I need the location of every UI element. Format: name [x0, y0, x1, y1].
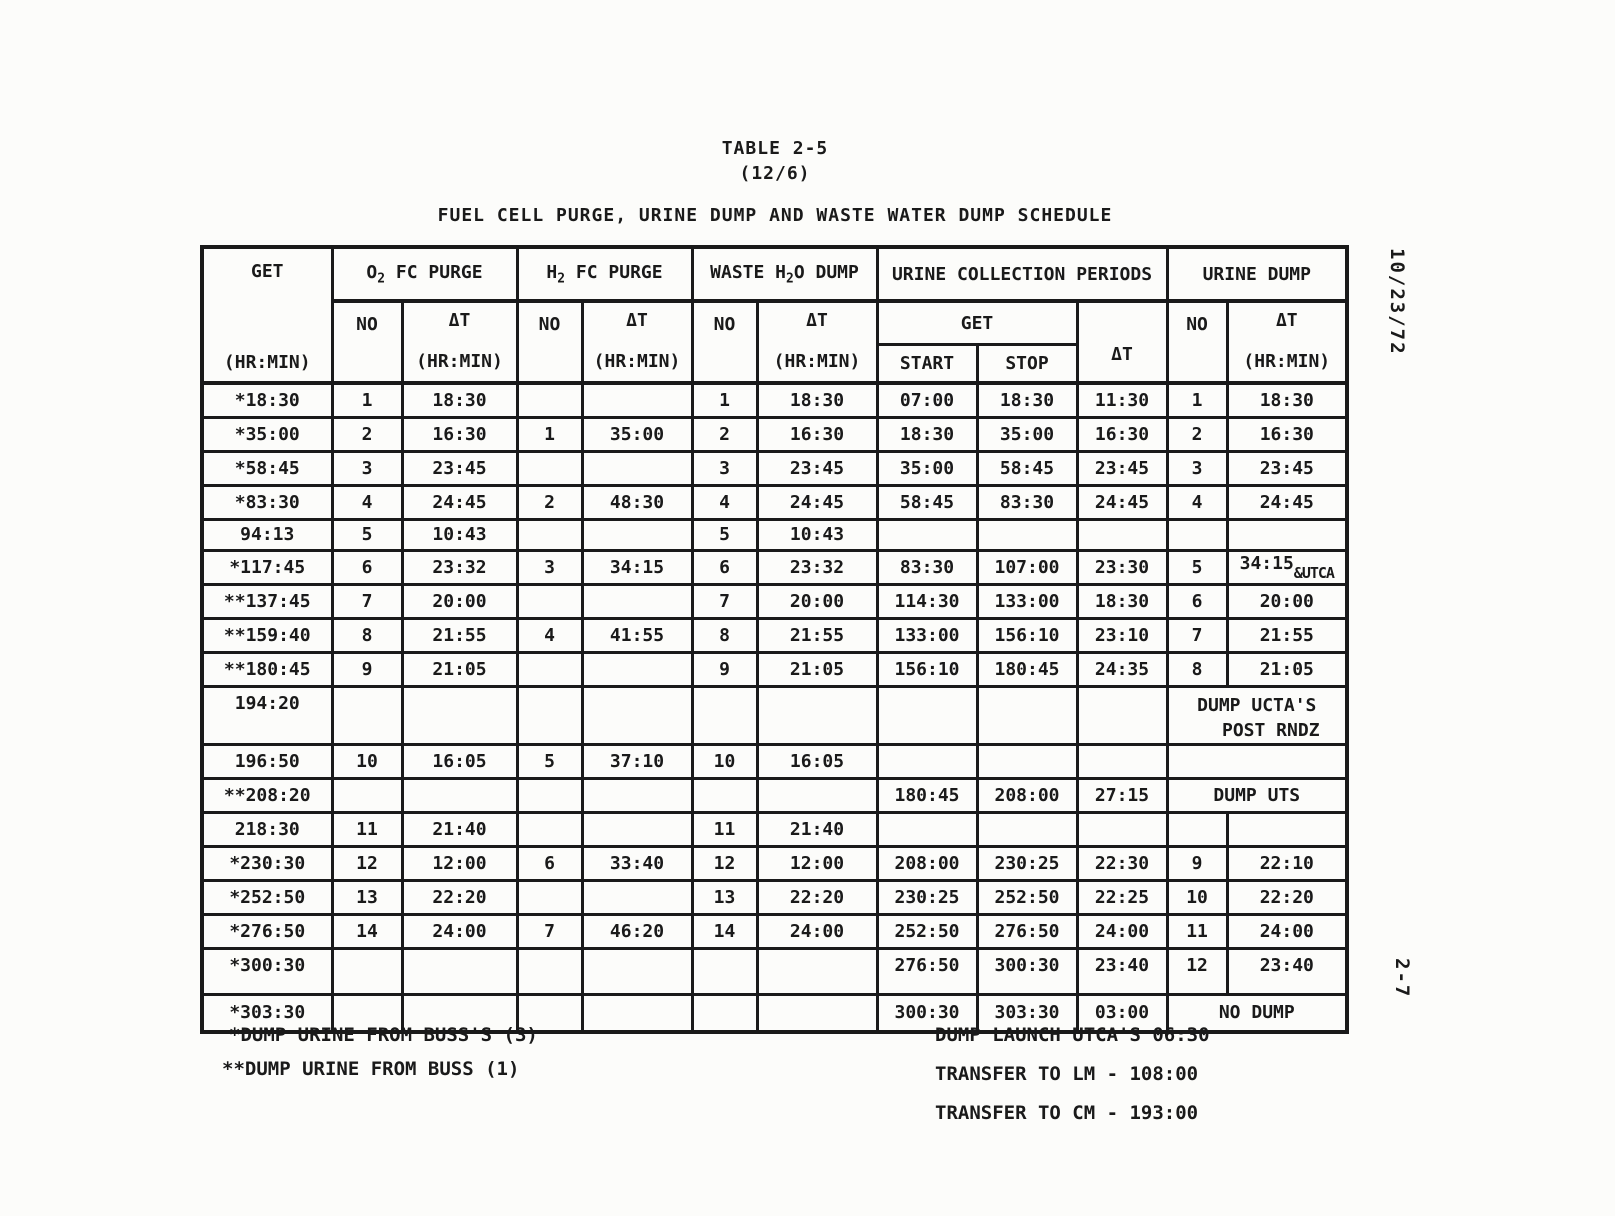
cell-wdt: 16:05 — [757, 744, 877, 778]
cell-get: 194:20 — [202, 686, 332, 744]
cell-h2dt: 48:30 — [582, 485, 692, 519]
cell-wdt: 23:32 — [757, 550, 877, 584]
cell-uddt: 21:05 — [1227, 652, 1347, 686]
cell-wdt — [757, 686, 877, 744]
sub-header-uc-get: GET — [877, 301, 1077, 345]
cell-wdt: 22:20 — [757, 880, 877, 914]
cell-h2no — [517, 519, 582, 550]
cell-o2no — [332, 686, 402, 744]
cell-h2dt: 46:20 — [582, 914, 692, 948]
cell-wno: 7 — [692, 584, 757, 618]
footnotes-left — [222, 1018, 538, 1086]
cell-wno: 1 — [692, 383, 757, 417]
cell-uddt: 18:30 — [1227, 383, 1347, 417]
cell-ucstop — [977, 744, 1077, 778]
sub-header-ud-dt: ΔT (HR:MIN) — [1227, 301, 1347, 383]
cell-h2dt — [582, 948, 692, 994]
table-row — [202, 948, 1347, 994]
table-row — [202, 519, 1347, 550]
table-row — [202, 618, 1347, 652]
cell-udno: 5 — [1167, 550, 1227, 584]
cell-udno: 11 — [1167, 914, 1227, 948]
cell-wdt: 10:43 — [757, 519, 877, 550]
cell-wno: 12 — [692, 846, 757, 880]
sub-header-o2-dt: ΔT (HR:MIN) — [402, 301, 517, 383]
cell-h2no: 3 — [517, 550, 582, 584]
cell-ucstop: 58:45 — [977, 451, 1077, 485]
cell-ucdt — [1077, 812, 1167, 846]
cell-ucstart — [877, 519, 977, 550]
cell-wno — [692, 686, 757, 744]
cell-o2dt: 24:45 — [402, 485, 517, 519]
cell-ucdt — [1077, 686, 1167, 744]
cell-wno: 3 — [692, 451, 757, 485]
cell-ucstart: 252:50 — [877, 914, 977, 948]
cell-wno: 4 — [692, 485, 757, 519]
cell-udno — [1167, 519, 1227, 550]
cell-h2dt — [582, 383, 692, 417]
get-unit-label: (HR:MIN) — [223, 352, 311, 373]
schedule-table — [200, 245, 1349, 1034]
cell-o2no: 4 — [332, 485, 402, 519]
cell-get: **180:45 — [202, 652, 332, 686]
cell-h2dt: 37:10 — [582, 744, 692, 778]
table-row — [202, 485, 1347, 519]
cell-ucstop: 107:00 — [977, 550, 1077, 584]
cell-get: *230:30 — [202, 846, 332, 880]
cell-o2no: 11 — [332, 812, 402, 846]
cell-ucstop: 156:10 — [977, 618, 1077, 652]
cell-h2dt: 34:15 — [582, 550, 692, 584]
cell-o2no: 14 — [332, 914, 402, 948]
cell-ucdt: 11:30 — [1077, 383, 1167, 417]
cell-ucstop: 303:30 — [977, 994, 1077, 1032]
sub-header-waste-no: NO — [692, 301, 757, 383]
cell-ucdt: 24:45 — [1077, 485, 1167, 519]
cell-wdt: 21:40 — [757, 812, 877, 846]
table-row — [202, 686, 1347, 744]
cell-udno: 12 — [1167, 948, 1227, 994]
cell-get: *252:50 — [202, 880, 332, 914]
cell-wdt — [757, 778, 877, 812]
cell-udno: 7 — [1167, 618, 1227, 652]
margin-date: 10/23/72 — [1386, 248, 1408, 356]
sub-header-h2-no: NO — [517, 301, 582, 383]
sub-header-waste-dt: ΔT (HR:MIN) — [757, 301, 877, 383]
cell-wdt: 18:30 — [757, 383, 877, 417]
cell-ucstart: 07:00 — [877, 383, 977, 417]
cell-ucstart: 35:00 — [877, 451, 977, 485]
sub-header-h2-dt: ΔT (HR:MIN) — [582, 301, 692, 383]
urine-dump-note-line: NO DUMP — [1218, 1002, 1295, 1024]
cell-h2no — [517, 948, 582, 994]
cell-wno: 9 — [692, 652, 757, 686]
cell-o2dt: 23:45 — [402, 451, 517, 485]
cell-ucstart: 114:30 — [877, 584, 977, 618]
cell-h2no: 1 — [517, 417, 582, 451]
cell-urine-dump-note — [1167, 744, 1347, 778]
cell-o2dt: 10:43 — [402, 519, 517, 550]
cell-ucstart: 180:45 — [877, 778, 977, 812]
cell-ucstart — [877, 744, 977, 778]
cell-h2dt — [582, 652, 692, 686]
table-row — [202, 914, 1347, 948]
cell-o2dt: 20:00 — [402, 584, 517, 618]
cell-get: *35:00 — [202, 417, 332, 451]
sub-header-uc-start: START — [877, 345, 977, 384]
cell-get: *58:45 — [202, 451, 332, 485]
cell-udno: 3 — [1167, 451, 1227, 485]
cell-ucdt: 24:00 — [1077, 914, 1167, 948]
cell-o2dt: 21:55 — [402, 618, 517, 652]
group-header-row — [202, 247, 1347, 301]
cell-h2no — [517, 812, 582, 846]
table-number: TABLE 2-5 — [721, 138, 829, 159]
cell-wno: 10 — [692, 744, 757, 778]
cell-o2no: 6 — [332, 550, 402, 584]
cell-ucstart: 276:50 — [877, 948, 977, 994]
cell-ucdt: 18:30 — [1077, 584, 1167, 618]
cell-wno — [692, 994, 757, 1032]
cell-o2no — [332, 948, 402, 994]
cell-get: *303:30 — [202, 994, 332, 1032]
cell-uddt: $34:15_{\&UTCA}$ — [1227, 550, 1347, 584]
cell-ucstop: 133:00 — [977, 584, 1077, 618]
cell-ucstart: 300:30 — [877, 994, 977, 1032]
table-row — [202, 550, 1347, 584]
cell-uddt: 20:00 — [1227, 584, 1347, 618]
cell-h2no — [517, 383, 582, 417]
cell-h2dt — [582, 994, 692, 1032]
cell-wno: 8 — [692, 618, 757, 652]
cell-udno: 1 — [1167, 383, 1227, 417]
sub-header-row-1 — [202, 301, 1347, 345]
cell-wdt — [757, 948, 877, 994]
cell-h2no — [517, 686, 582, 744]
col-header-get — [202, 247, 332, 383]
cell-ucdt — [1077, 519, 1167, 550]
cell-wno — [692, 948, 757, 994]
cell-uddt: 24:45 — [1227, 485, 1347, 519]
cell-ucstop: 276:50 — [977, 914, 1077, 948]
cell-wno: 6 — [692, 550, 757, 584]
table-row — [202, 880, 1347, 914]
table-row — [202, 846, 1347, 880]
cell-ucstop: 230:25 — [977, 846, 1077, 880]
cell-udno: 2 — [1167, 417, 1227, 451]
cell-wno: 5 — [692, 519, 757, 550]
cell-h2no — [517, 584, 582, 618]
cell-udno: 4 — [1167, 485, 1227, 519]
cell-o2dt: 24:00 — [402, 914, 517, 948]
cell-uddt: 16:30 — [1227, 417, 1347, 451]
cell-ucstart: 83:30 — [877, 550, 977, 584]
cell-o2no: 10 — [332, 744, 402, 778]
cell-ucdt: 24:35 — [1077, 652, 1167, 686]
cell-ucstart: 18:30 — [877, 417, 977, 451]
cell-h2no: 5 — [517, 744, 582, 778]
cell-ucstop: 252:50 — [977, 880, 1077, 914]
cell-ucstart: 58:45 — [877, 485, 977, 519]
cell-wdt — [757, 994, 877, 1032]
cell-h2no: 2 — [517, 485, 582, 519]
cell-h2dt — [582, 778, 692, 812]
cell-uddt: 22:10 — [1227, 846, 1347, 880]
cell-o2no: 9 — [332, 652, 402, 686]
cell-get: **159:40 — [202, 618, 332, 652]
sub-header-uc-dt: ΔT — [1077, 301, 1167, 383]
cell-wno: 13 — [692, 880, 757, 914]
cell-get: **208:20 — [202, 778, 332, 812]
cell-o2dt: 22:20 — [402, 880, 517, 914]
cell-o2dt: 12:00 — [402, 846, 517, 880]
cell-h2no — [517, 880, 582, 914]
col-header-waste-h2o-dump: WASTE $H_2O$ DUMP — [692, 247, 877, 301]
cell-wdt: 20:00 — [757, 584, 877, 618]
cell-get: *300:30 — [202, 948, 332, 994]
cell-udno — [1167, 812, 1227, 846]
cell-udno: 8 — [1167, 652, 1227, 686]
sub-header-o2-no: NO — [332, 301, 402, 383]
uddt-suffix: &UTCA — [1293, 563, 1334, 582]
cell-ucstart — [877, 812, 977, 846]
margin-page-number: 2-7 — [1391, 958, 1413, 999]
cell-udno: 10 — [1167, 880, 1227, 914]
cell-o2dt: 21:40 — [402, 812, 517, 846]
cell-get: **137:45 — [202, 584, 332, 618]
cell-uddt: 24:00 — [1227, 914, 1347, 948]
cell-get: *83:30 — [202, 485, 332, 519]
cell-h2no — [517, 778, 582, 812]
cell-get: 218:30 — [202, 812, 332, 846]
table-row — [202, 383, 1347, 417]
cell-ucdt: 22:25 — [1077, 880, 1167, 914]
table-row — [202, 584, 1347, 618]
table-row — [202, 744, 1347, 778]
cell-o2dt — [402, 948, 517, 994]
cell-uddt — [1227, 812, 1347, 846]
cell-h2no: 7 — [517, 914, 582, 948]
cell-urine-dump-note — [1167, 778, 1347, 812]
table-row — [202, 778, 1347, 812]
title-block — [200, 136, 1350, 226]
cell-get: 196:50 — [202, 744, 332, 778]
cell-h2dt: 41:55 — [582, 618, 692, 652]
cell-h2no: 4 — [517, 618, 582, 652]
note-dump-launch-utcas: DUMP LAUNCH UTCA'S 06:30 — [935, 1024, 1210, 1046]
cell-ucdt: 23:30 — [1077, 550, 1167, 584]
table-row — [202, 417, 1347, 451]
cell-uddt — [1227, 519, 1347, 550]
cell-o2dt: 18:30 — [402, 383, 517, 417]
cell-wdt: 24:45 — [757, 485, 877, 519]
urine-dump-note-line: DUMP UTS — [1213, 784, 1301, 806]
cell-ucstop: 208:00 — [977, 778, 1077, 812]
cell-ucstart: 230:25 — [877, 880, 977, 914]
cell-ucstop: 180:45 — [977, 652, 1077, 686]
cell-ucstart: 208:00 — [877, 846, 977, 880]
cell-ucstop — [977, 519, 1077, 550]
footer-notes-right — [935, 1016, 1210, 1133]
footnote-single-asterisk: *DUMP URINE FROM BUSS'S (3) — [229, 1024, 538, 1046]
cell-h2no — [517, 451, 582, 485]
cell-h2no: 6 — [517, 846, 582, 880]
cell-wno: 11 — [692, 812, 757, 846]
cell-uddt: 22:20 — [1227, 880, 1347, 914]
table-row — [202, 812, 1347, 846]
cell-ucdt: 16:30 — [1077, 417, 1167, 451]
cell-ucdt: 03:00 — [1077, 994, 1167, 1032]
cell-ucstop: 18:30 — [977, 383, 1077, 417]
cell-wno: 2 — [692, 417, 757, 451]
cell-ucstart: 133:00 — [877, 618, 977, 652]
cell-uddt: 23:40 — [1227, 948, 1347, 994]
cell-ucstop: 300:30 — [977, 948, 1077, 994]
cell-o2no: 13 — [332, 880, 402, 914]
cell-ucdt: 23:40 — [1077, 948, 1167, 994]
cell-ucstop: 83:30 — [977, 485, 1077, 519]
cell-o2no: 8 — [332, 618, 402, 652]
cell-urine-dump-note — [1167, 686, 1347, 744]
cell-o2no: 7 — [332, 584, 402, 618]
get-label: GET — [250, 261, 284, 282]
cell-ucstop: 35:00 — [977, 417, 1077, 451]
cell-o2dt — [402, 686, 517, 744]
cell-h2dt — [582, 451, 692, 485]
cell-ucdt: 23:10 — [1077, 618, 1167, 652]
cell-o2dt: 16:30 — [402, 417, 517, 451]
col-header-o2-fc-purge: $O_2$ FC PURGE — [332, 247, 517, 301]
table-row — [202, 652, 1347, 686]
page-title: FUEL CELL PURGE, URINE DUMP AND WASTE WATER DUMP SCHEDULE — [437, 205, 1113, 226]
cell-ucdt: 22:30 — [1077, 846, 1167, 880]
cell-wdt: 12:00 — [757, 846, 877, 880]
cell-wdt: 24:00 — [757, 914, 877, 948]
cell-get: *18:30 — [202, 383, 332, 417]
cell-ucstop — [977, 686, 1077, 744]
cell-h2no — [517, 652, 582, 686]
cell-get: *276:50 — [202, 914, 332, 948]
cell-ucdt — [1077, 744, 1167, 778]
cell-h2dt — [582, 686, 692, 744]
cell-ucdt: 23:45 — [1077, 451, 1167, 485]
cell-wdt: 21:55 — [757, 618, 877, 652]
cell-ucdt: 27:15 — [1077, 778, 1167, 812]
cell-o2dt: 23:32 — [402, 550, 517, 584]
cell-h2dt — [582, 584, 692, 618]
cell-uddt: 21:55 — [1227, 618, 1347, 652]
sub-header-ud-no: NO — [1167, 301, 1227, 383]
col-header-urine-dump: URINE DUMP — [1167, 247, 1347, 301]
urine-dump-note-line: DUMP UCTA'S — [1197, 694, 1317, 716]
cell-h2dt — [582, 812, 692, 846]
footnote-double-asterisk: **DUMP URINE FROM BUSS (1) — [222, 1058, 520, 1080]
cell-h2dt — [582, 519, 692, 550]
cell-ucstart: 156:10 — [877, 652, 977, 686]
cell-o2no: 5 — [332, 519, 402, 550]
cell-ucstart — [877, 686, 977, 744]
cell-o2no: 3 — [332, 451, 402, 485]
sub-header-uc-stop: STOP — [977, 345, 1077, 384]
cell-o2no: 2 — [332, 417, 402, 451]
cell-get: 94:13 — [202, 519, 332, 550]
urine-dump-note-line: POST RNDZ — [1222, 719, 1320, 741]
cell-h2dt: 33:40 — [582, 846, 692, 880]
cell-uddt: 23:45 — [1227, 451, 1347, 485]
cell-o2no: 12 — [332, 846, 402, 880]
cell-wno: 14 — [692, 914, 757, 948]
cell-ucstop — [977, 812, 1077, 846]
cell-o2no — [332, 778, 402, 812]
cell-wdt: 23:45 — [757, 451, 877, 485]
note-transfer-to-cm: TRANSFER TO CM - 193:00 — [935, 1102, 1199, 1124]
note-transfer-to-lm: TRANSFER TO LM - 108:00 — [935, 1063, 1199, 1085]
schedule-table-body — [202, 383, 1347, 1032]
cell-o2dt: 21:05 — [402, 652, 517, 686]
col-header-h2-fc-purge: $H_2$ FC PURGE — [517, 247, 692, 301]
cell-wno — [692, 778, 757, 812]
cell-wdt: 16:30 — [757, 417, 877, 451]
cell-o2dt: 16:05 — [402, 744, 517, 778]
cell-h2dt: 35:00 — [582, 417, 692, 451]
col-header-urine-collection: URINE COLLECTION PERIODS — [877, 247, 1167, 301]
cell-o2dt — [402, 778, 517, 812]
cell-get: *117:45 — [202, 550, 332, 584]
table-row — [202, 451, 1347, 485]
cell-udno: 9 — [1167, 846, 1227, 880]
cell-wdt: 21:05 — [757, 652, 877, 686]
cell-o2no: 1 — [332, 383, 402, 417]
cell-udno: 6 — [1167, 584, 1227, 618]
cell-h2dt — [582, 880, 692, 914]
table-revision: (12/6) — [739, 163, 811, 184]
